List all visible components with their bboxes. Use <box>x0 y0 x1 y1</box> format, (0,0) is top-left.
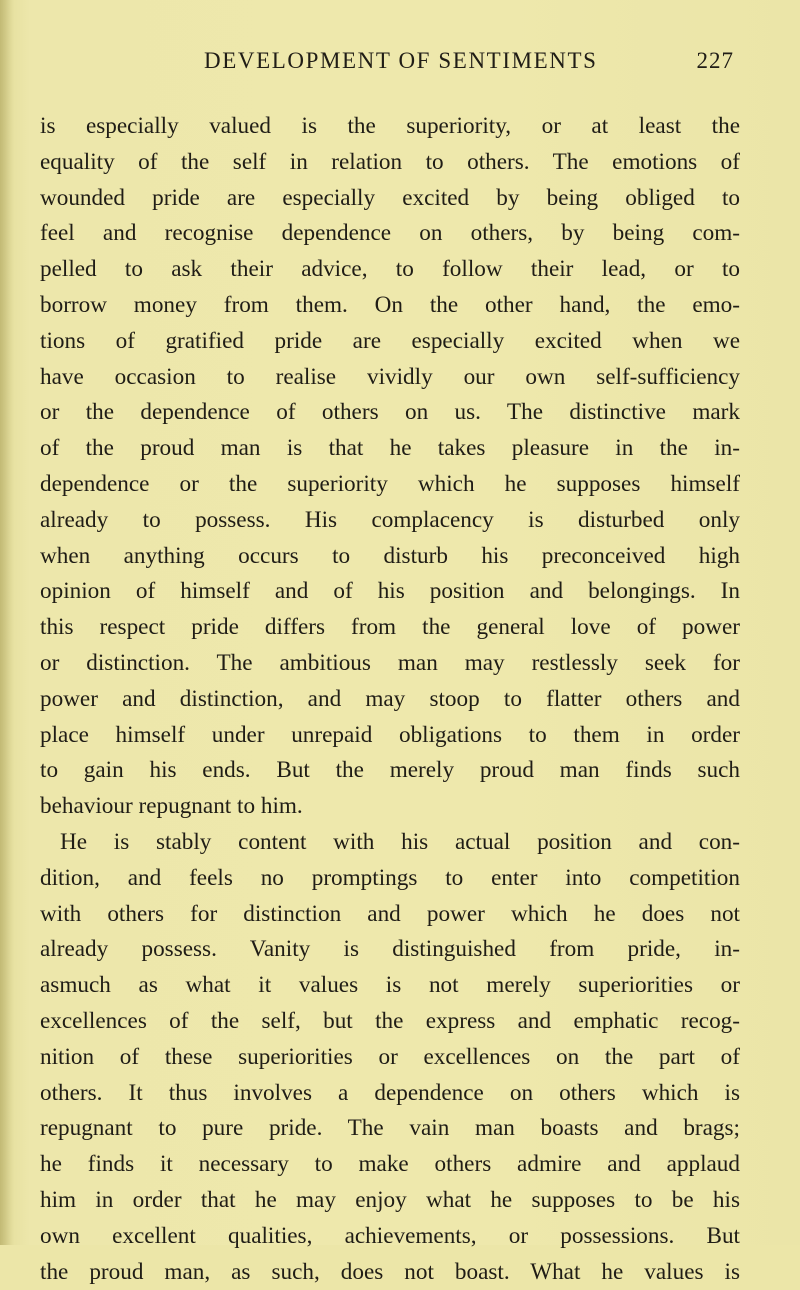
text-line: or distinction. The ambitious man may restlessly seek for <box>40 646 740 682</box>
text-line: the proud man, as such, does not boast. What he values is <box>40 1255 740 1290</box>
text-line: excellences of the self, but the express and emphatic recog- <box>40 1004 740 1040</box>
text-line: to gain his ends. But the merely proud man finds such <box>40 753 740 789</box>
text-line: place himself under unrepaid obligations to them in order <box>40 718 740 754</box>
text-line: dition, and feels no promptings to enter into competition <box>40 861 740 897</box>
text-line: feel and recognise dependence on others, by being com- <box>40 216 740 252</box>
text-line: power and distinction, and may stoop to flatter others and <box>40 682 740 718</box>
text-line: or the dependence of others on us. The distinctive mark <box>40 395 740 431</box>
text-line: of the proud man is that he takes pleasure in the in- <box>40 431 740 467</box>
text-line: pelled to ask their advice, to follow their lead, or to <box>40 252 740 288</box>
running-title: DEVELOPMENT OF SENTIMENTS <box>204 48 598 74</box>
text-line: already possess. Vanity is distinguished from pride, in- <box>40 932 740 968</box>
text-line: him in order that he may enjoy what he supposes to be his <box>40 1183 740 1219</box>
text-line: others. It thus involves a dependence on others which is <box>40 1076 740 1112</box>
body-text <box>40 109 740 1290</box>
text-line: already to possess. His complacency is disturbed only <box>40 503 740 539</box>
text-line: borrow money from them. On the other hand, the emo- <box>40 288 740 324</box>
text-line: tions of gratified pride are especially excited when we <box>40 324 740 360</box>
text-line: asmuch as what it values is not merely superiorities or <box>40 968 740 1004</box>
running-head <box>204 48 734 82</box>
paragraph-end-line: behaviour repugnant to him. <box>40 789 740 825</box>
text-line: this respect pride differs from the general love of power <box>40 610 740 646</box>
text-line: he finds it necessary to make others admire and applaud <box>40 1147 740 1183</box>
text-line: is especially valued is the superiority, or at least the <box>40 109 740 145</box>
page-number: 227 <box>697 48 735 74</box>
text-line: wounded pride are especially excited by being obliged to <box>40 181 740 217</box>
text-line: have occasion to realise vividly our own self-sufficiency <box>40 360 740 396</box>
text-line: when anything occurs to disturb his preconceived high <box>40 539 740 575</box>
text-line: own excellent qualities, achievements, or possessions. But <box>40 1219 740 1255</box>
text-line: equality of the self in relation to others. The emotions of <box>40 145 740 181</box>
text-line: nition of these superiorities or excellences on the part of <box>40 1040 740 1076</box>
text-line: dependence or the superiority which he supposes himself <box>40 467 740 503</box>
text-line: opinion of himself and of his position and belongings. In <box>40 574 740 610</box>
binding-shadow <box>0 0 14 1245</box>
paragraph-start-line: He is stably content with his actual position and con- <box>40 825 740 861</box>
text-line: with others for distinction and power which he does not <box>40 897 740 933</box>
text-line: repugnant to pure pride. The vain man boasts and brags; <box>40 1111 740 1147</box>
